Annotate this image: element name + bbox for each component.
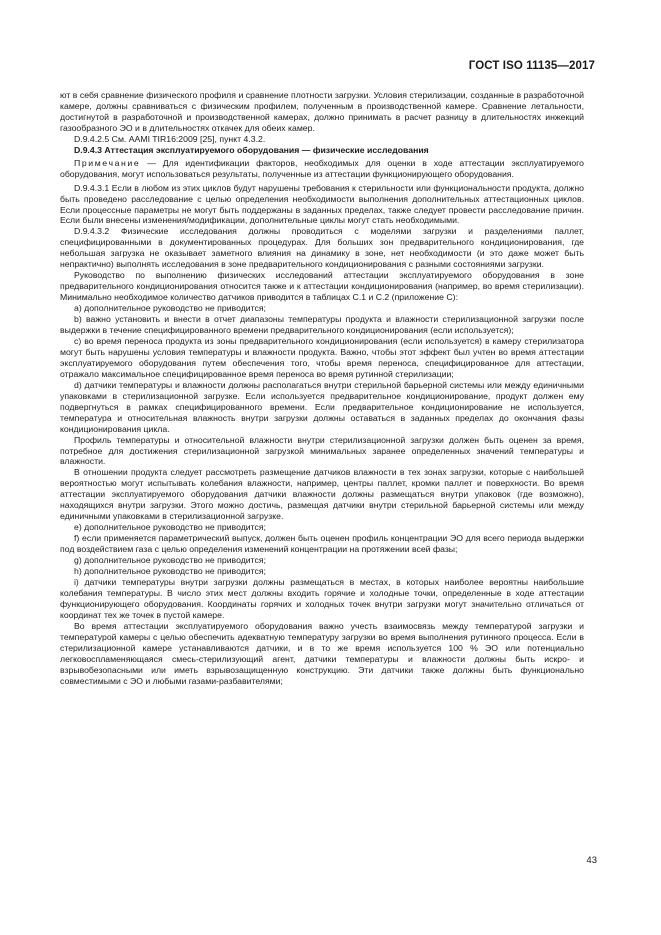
- page-body: [60, 90, 584, 686]
- list-item: h) дополнительное руководство не приводится;: [74, 565, 266, 576]
- note-paragraph: [60, 158, 584, 180]
- paragraph: В отношении продукта следует рассмотреть размещение датчиков влажности в тех зонах загрузки, которые с наибольшей вероятностью могут испытывать колебания влажности, например, центры паллет, кромки паллет и поверхности. Во время аттестации эксплуатируемого оборудования датчики влажности должны размещаться внутри упаковок (где возможно), находящихся внутри загрузки. Этого можно достичь, размещая датчики внутри стерильной барьерной системы или между единичными упаковками в стерилизационной загрузке.: [60, 467, 584, 522]
- list-item: g) дополнительное руководство не приводится;: [74, 555, 266, 566]
- list-item: f) если применяется параметрический выпуск, должен быть оценен профиль концентрации ЭО для всего периода выдержки под воздействием газа с целью определения изменений концентрации на протяжении всей фазы;: [60, 533, 584, 555]
- note-label: Примечание: [74, 158, 141, 169]
- section-heading: D.9.4.3 Аттестация эксплуатируемого оборудования — физические исследования: [74, 144, 429, 155]
- reference-paragraph: D.9.4.2.5 См. AAMI TIR16:2009 [25], пункт 4.3.2.: [74, 133, 266, 144]
- list-item: e) дополнительное руководство не приводится;: [74, 522, 266, 533]
- note-text: — Для идентификации факторов, необходимых для оценки в ходе аттестации эксплуатируемого оборудования, могут использоваться результаты, полученные из аттестации функционирующего оборудования.: [60, 158, 584, 180]
- paragraph: Руководство по выполнению физических исследований аттестации эксплуатируемого оборудования в зоне предварительного кондиционирования относится также и к аттестации кондиционирования (например, во время стерилизации). Минимально необходимое количество датчиков приводится в таблицах С.1 и С.2 (приложение С):: [60, 270, 584, 303]
- list-item: a) дополнительное руководство не приводится;: [74, 303, 266, 314]
- list-item: i) датчики температуры внутри загрузки должны размещаться в местах, в которых наиболее вероятны наибольшие колебания температуры. В число этих мест должны входить горячие и холодные точки, определенные в ходе аттестации функционирующего оборудования. Координаты горячих и холодных точек внутри загрузки могут значительно отличаться от координат тех же точек в пустой камере.: [60, 576, 584, 620]
- paragraph: D.9.4.3.1 Если в любом из этих циклов будут нарушены требования к стерильности или функциональности продукта, должно быть проведено расследование с целью определения необходимости выполнения дополнительных аттестационных циклов. Если процессные параметры не могут быть поддержаны в заданных пределах, также следует провести расследование причин. Если были внесены изменения/модификации, дополнительные циклы могут стать необходимыми.: [60, 182, 584, 226]
- page-number: 43: [586, 855, 597, 866]
- paragraph: ют в себя сравнение физического профиля и сравнение плотности загрузки. Условия стерилизации, созданные в разработочной камере, должны сравниваться с физическим профилем, полученным в производственной камере. Сравнение летальности, достигнутой в разработочной и производственной камерах, должно принимать в расчет разницу в длительностях инжекций газообразного ЭО и в длительностях откачек для обеих камер.: [60, 90, 584, 133]
- paragraph: D.9.4.3.2 Физические исследования должны проводиться с моделями загрузки и разделениями паллет, специфицированными в документированных процедурах. Для больших зон предварительного кондиционирования, где небольшая загрузка не оказывает заметного влияния на динамику в зоне, нет необходимости (и это даже может быть непрактично) выполнять исследования в зоне предварительного кондиционирования с разными состояниями загрузки.: [60, 226, 584, 270]
- list-item: d) датчики температуры и влажности должны располагаться внутри стерильной барьерной системы или между единичными упаковками в стерилизационной загрузке. Если используется предварительное кондиционирование, продукт должен ему подвергнуться в рамках специфицированного времени. Если предварительное кондиционирование не используется, температура и относительная влажность внутри загрузки должны оставаться в заданных пределах до окончания фазы кондиционирования цикла.: [60, 379, 584, 434]
- document-id: ГОСТ ISO 11135—2017: [468, 60, 595, 72]
- paragraph: Профиль температуры и относительной влажности внутри стерилизационной загрузки должен быть оценен за время, потребное для достижения стерилизационной загрузкой минимальных заранее определенных значений температуры и влажности.: [60, 434, 584, 467]
- list-item: c) во время переноса продукта из зоны предварительного кондиционирования (если используется) в камеру стерилизатора могут быть нарушены условия температуры и влажности продукта. Важно, чтобы этот эффект был учтен во время аттестации эксплуатируемого оборудования путем обеспечения того, чтобы время переноса, специфицированное для аттестации, отражало максимальное специфицированное время переноса во время рутинной стерилизации;: [60, 335, 584, 379]
- paragraph: Во время аттестации эксплуатируемого оборудования важно учесть взаимосвязь между температурой загрузки и температурой камеры с целью обеспечить адекватную температуру загрузки во время выполнения рутинного процесса. Если в стерилизационной камере устанавливаются датчики, и в то же время используется 100 % ЭО или потенциально легковоспламеняющаяся смесь-стерилизующий агент, датчики температуры и влажности должны быть искро- и взрывобезопасными или иметь взрывозащищенную конструкцию. Эти датчики также должны быть функционально совместимыми с ЭО и любыми газами-разбавителями;: [60, 620, 584, 686]
- list-item: b) важно установить и внести в отчет диапазоны температуры продукта и влажности стерилизационной загрузки после выдержки в течение специфицированного времени предварительного кондиционирования (если используется);: [60, 314, 584, 336]
